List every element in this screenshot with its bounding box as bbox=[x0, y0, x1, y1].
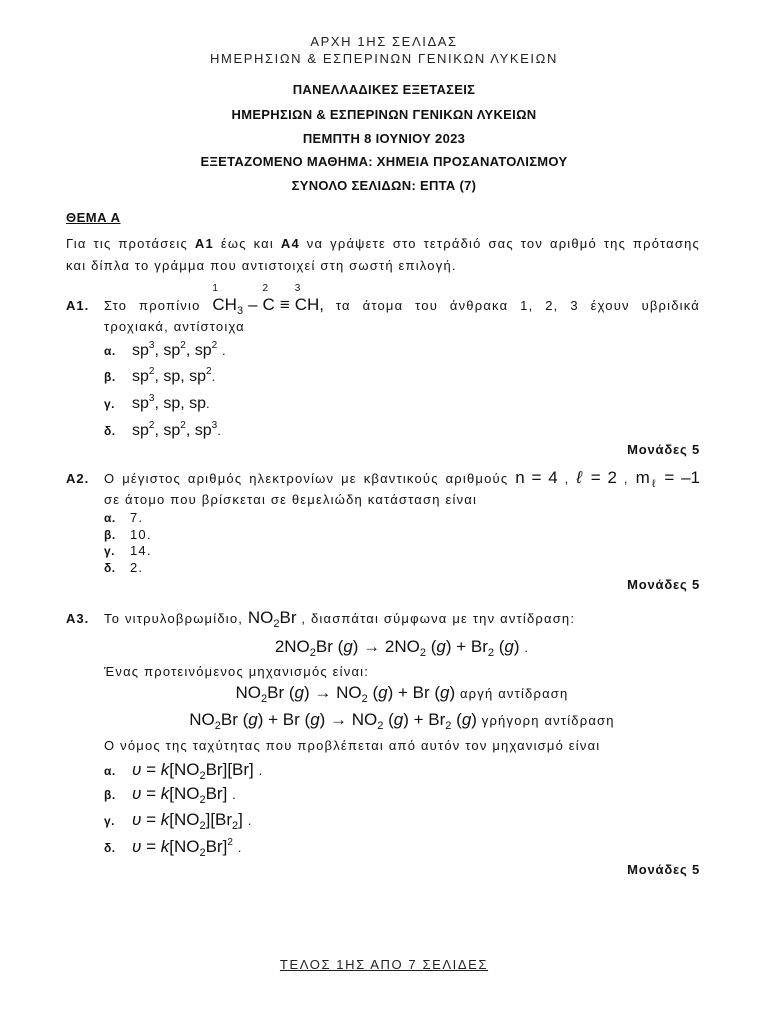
text-run: . bbox=[211, 369, 217, 384]
exam-title: ΠΑΝΕΛΛΑΔΙΚΕΣ ΕΞΕΤΑΣΕΙΣ bbox=[292, 82, 476, 97]
theme-title: ΘΕΜΑ Α bbox=[66, 210, 121, 225]
option-value: 7. bbox=[130, 510, 144, 525]
mechanism-step-fast bbox=[104, 709, 700, 732]
propyne-formula bbox=[212, 283, 325, 317]
formula-text: NO bbox=[247, 608, 274, 627]
superscript: 2 bbox=[148, 420, 155, 431]
a1-option-d bbox=[104, 421, 222, 441]
text-run: . bbox=[232, 840, 243, 855]
italic-symbol: g bbox=[310, 710, 320, 729]
superscript: 3 bbox=[211, 420, 218, 431]
a2-question-line-1 bbox=[104, 467, 700, 490]
a3-question bbox=[66, 607, 700, 630]
subscript: 2 bbox=[309, 647, 316, 659]
text-run: = bbox=[141, 760, 161, 779]
option-letter: α. bbox=[104, 764, 116, 778]
text-run: . bbox=[217, 343, 227, 358]
subscript: 2 bbox=[261, 693, 268, 705]
text-run: Br ( bbox=[267, 683, 295, 702]
text-run: γρήγορη αντίδραση bbox=[476, 713, 615, 728]
superscript: 2 bbox=[148, 366, 155, 377]
text-run: . bbox=[206, 396, 211, 411]
option-value bbox=[132, 760, 264, 782]
text-run: , διασπάται σύμφωνα με την αντίδραση: bbox=[296, 611, 576, 626]
option-value bbox=[132, 784, 237, 806]
italic-symbol: g bbox=[294, 683, 304, 702]
text-run: NO bbox=[235, 683, 262, 702]
option-letter: δ. bbox=[104, 561, 116, 575]
formula-text: n = 4 bbox=[515, 468, 558, 487]
option-letter: γ. bbox=[104, 397, 116, 411]
formula-text: = –1 bbox=[657, 468, 700, 487]
text-run: αργή αντίδραση bbox=[455, 686, 569, 701]
option-letter: α. bbox=[104, 344, 116, 358]
a1-label: Α1. bbox=[66, 298, 90, 313]
option-value bbox=[132, 342, 227, 359]
option-value bbox=[132, 422, 222, 439]
decomposition-reaction bbox=[104, 636, 700, 659]
subscript: 2 bbox=[487, 647, 494, 659]
text-run: , bbox=[616, 471, 636, 486]
option-letter: δ. bbox=[104, 841, 116, 855]
text-run: ) → NO bbox=[304, 683, 362, 702]
option-value: 2. bbox=[130, 560, 144, 575]
text-run: , sp bbox=[154, 422, 181, 439]
a3-option-d bbox=[104, 837, 243, 858]
superscript: 3 bbox=[148, 340, 155, 351]
carbon-symbol: C bbox=[262, 295, 275, 314]
italic-symbol: g bbox=[440, 683, 450, 702]
text-run: ) + Br ( bbox=[257, 710, 311, 729]
italic-symbol: g bbox=[461, 710, 472, 729]
instructions-line-2: και δίπλα το γράμμα που αντιστοιχεί στη σωστή επιλογή. bbox=[66, 258, 457, 273]
italic-symbol: υ bbox=[132, 810, 142, 829]
italic-symbol: k bbox=[160, 760, 170, 779]
instructions-line-1 bbox=[66, 235, 700, 253]
superscript: 2 bbox=[180, 340, 186, 351]
text-run: Το νιτρυλοβρωμίδιο, bbox=[104, 611, 248, 626]
a2-question-line-2: σε άτομο που βρίσκεται σε θεμελιώδη κατάσταση είναι bbox=[104, 492, 478, 507]
a1-option-a bbox=[104, 341, 227, 361]
text-run: Br ( bbox=[220, 710, 249, 729]
page-start-header: ΑΡΧΗ 1ΗΣ ΣΕΛΙΔΑΣ bbox=[310, 34, 458, 49]
a3-option-b bbox=[104, 784, 237, 805]
text-run: ) bbox=[471, 710, 477, 729]
a3-question-line-1 bbox=[104, 607, 700, 630]
option-letter: α. bbox=[104, 511, 116, 525]
single-bond: – bbox=[248, 295, 258, 314]
mechanism-intro: Ένας προτεινόμενος μηχανισμός είναι: bbox=[104, 664, 370, 679]
hydrogen-symbol: H bbox=[224, 295, 237, 314]
italic-symbol: g bbox=[436, 637, 446, 656]
option-letter: β. bbox=[104, 788, 116, 802]
text-run: ][Br bbox=[205, 810, 233, 829]
option-letter: β. bbox=[104, 370, 116, 384]
text-run: , sp, sp bbox=[154, 368, 207, 385]
italic-symbol: k bbox=[160, 837, 170, 856]
a2-marks: Μονάδες 5 bbox=[627, 577, 700, 592]
italic-symbol: g bbox=[504, 637, 514, 656]
a1-lead-text: Στο προπίνιο bbox=[104, 298, 201, 313]
schools-header: ΗΜΕΡΗΣΙΩΝ & ΕΣΠΕΡΙΝΩΝ ΓΕΝΙΚΩΝ ΛΥΚΕΙΩΝ bbox=[210, 51, 558, 66]
text-run: ) → NO bbox=[319, 710, 378, 729]
italic-symbol: υ bbox=[132, 760, 142, 779]
text-run: , sp bbox=[154, 342, 181, 359]
option-value bbox=[132, 810, 253, 832]
a1-question bbox=[66, 283, 701, 317]
text-run: . bbox=[217, 423, 222, 438]
text-run: 2NO bbox=[274, 637, 310, 656]
text-run: sp bbox=[132, 395, 149, 412]
superscript: 2 bbox=[227, 837, 233, 848]
text-run: . bbox=[242, 813, 253, 828]
text-run: να γράψετε στο τετράδιό σας τον αριθμό της πρότασης bbox=[299, 236, 700, 251]
option-letter: β. bbox=[104, 528, 116, 542]
a3-marks: Μονάδες 5 bbox=[627, 862, 700, 877]
option-value: 10. bbox=[130, 527, 152, 542]
formula-text: m bbox=[635, 468, 650, 487]
subscript: 2 bbox=[377, 720, 384, 732]
text-run: sp bbox=[132, 422, 149, 439]
a1-option-b bbox=[104, 367, 216, 387]
text-run: . bbox=[253, 763, 264, 778]
italic-symbol: g bbox=[393, 710, 404, 729]
option-value bbox=[132, 395, 211, 412]
text-run: Br] bbox=[205, 837, 228, 856]
option-letter: γ. bbox=[104, 544, 116, 558]
text-run: [NO bbox=[169, 760, 200, 779]
total-pages: ΣΥΝΟΛΟ ΣΕΛΙΔΩΝ: ΕΠΤΑ (7) bbox=[291, 178, 477, 193]
carbon-number-2: 2 bbox=[262, 283, 269, 294]
text-run: , sp bbox=[185, 422, 212, 439]
subscript: 2 bbox=[199, 847, 206, 859]
text-run: Br ( bbox=[315, 637, 344, 656]
text-run: sp bbox=[132, 368, 149, 385]
text-run: ) + Br bbox=[403, 710, 446, 729]
a2-label: Α2. bbox=[66, 471, 90, 486]
subscript: 2 bbox=[214, 720, 221, 732]
subscript: 2 bbox=[273, 618, 280, 630]
superscript: 3 bbox=[148, 393, 155, 404]
subscript: 3 bbox=[236, 305, 244, 317]
a1-option-c bbox=[104, 394, 211, 414]
text-run: ) bbox=[513, 637, 520, 656]
text-run: ) bbox=[449, 683, 456, 702]
bold-text: Α4 bbox=[280, 236, 300, 251]
exam-schools: ΗΜΕΡΗΣΙΩΝ & ΕΣΠΕΡΙΝΩΝ ΓΕΝΙΚΩΝ ΛΥΚΕΙΩΝ bbox=[231, 107, 537, 122]
carbon-atom-1 bbox=[212, 283, 225, 316]
a2-option-b bbox=[104, 527, 152, 543]
carbon-number-1: 1 bbox=[212, 283, 218, 294]
text-run: Ο μέγιστος αριθμός ηλεκτρονίων με κβαντικούς αριθμούς bbox=[104, 471, 516, 486]
a2-option-a bbox=[104, 510, 143, 526]
a1-question-line-2: τροχιακά, αντίστοιχα bbox=[104, 319, 245, 334]
text-run: ) + Br bbox=[445, 637, 488, 656]
text-run: ( bbox=[383, 710, 394, 729]
text-run: ( bbox=[451, 710, 462, 729]
italic-symbol: υ bbox=[132, 837, 142, 856]
text-run: Για τις προτάσεις bbox=[66, 236, 195, 251]
hydrogen-symbol: H, bbox=[307, 295, 325, 314]
text-run: ] bbox=[238, 810, 243, 829]
text-run: Br][Br] bbox=[205, 760, 254, 779]
text-run: [NO bbox=[169, 810, 200, 829]
subscript: 2 bbox=[199, 770, 206, 782]
exam-date: ΠΕΜΠΤΗ 8 ΙΟΥΝΙΟΥ 2023 bbox=[302, 131, 466, 146]
italic-symbol: υ bbox=[132, 784, 142, 803]
italic-symbol: g bbox=[248, 710, 258, 729]
carbon-number-3: 3 bbox=[294, 283, 301, 294]
formula-text: = 2 bbox=[583, 468, 617, 487]
option-value bbox=[132, 837, 243, 859]
italic-symbol: k bbox=[160, 784, 170, 803]
text-run: Br] bbox=[205, 784, 228, 803]
text-run: = bbox=[141, 810, 161, 829]
text-run: [NO bbox=[169, 837, 200, 856]
subscript: 2 bbox=[445, 720, 452, 732]
exam-subject: ΕΞΕΤΑΖΟΜΕΝΟ ΜΑΘΗΜΑ: ΧΗΜΕΙΑ ΠΡΟΣΑΝΑΤΟΛΙΣΜΟΥ bbox=[200, 154, 568, 169]
carbon-atom-2 bbox=[262, 283, 275, 316]
text-run: = bbox=[141, 837, 161, 856]
subscript: ℓ bbox=[649, 478, 658, 490]
text-run: , sp, sp bbox=[154, 395, 207, 412]
text-run: ( bbox=[367, 683, 379, 702]
subscript: 2 bbox=[361, 693, 368, 705]
superscript: 2 bbox=[211, 340, 218, 351]
text-run: ( bbox=[425, 637, 437, 656]
triple-bond: ≡ bbox=[279, 295, 290, 314]
superscript: 2 bbox=[180, 420, 186, 431]
a1-question-line-1 bbox=[104, 283, 701, 317]
a2-option-c bbox=[104, 543, 152, 559]
subscript: 2 bbox=[419, 647, 426, 659]
italic-symbol: ℓ bbox=[576, 468, 584, 487]
a3-option-c bbox=[104, 810, 253, 831]
text-run: [NO bbox=[169, 784, 200, 803]
text-run: , sp bbox=[185, 342, 212, 359]
superscript: 2 bbox=[206, 366, 212, 377]
option-letter: γ. bbox=[104, 814, 116, 828]
a2-question bbox=[66, 467, 700, 490]
option-letter: δ. bbox=[104, 424, 116, 438]
text-run: ) + Br ( bbox=[387, 683, 441, 702]
text-run: ( bbox=[494, 637, 505, 656]
a3-option-a bbox=[104, 760, 263, 781]
subscript: 2 bbox=[199, 794, 206, 806]
a1-tail-text: τα άτομα του άνθρακα 1, 2, 3 έχουν υβριδικά bbox=[335, 298, 701, 313]
mechanism-step-slow bbox=[104, 682, 700, 705]
text-run: NO bbox=[189, 710, 215, 729]
bold-text: Α1 bbox=[194, 236, 214, 251]
text-run: = bbox=[141, 784, 161, 803]
italic-symbol: g bbox=[343, 637, 353, 656]
page-end-footer: ΤΕΛΟΣ 1ΗΣ ΑΠΟ 7 ΣΕΛΙΔΕΣ bbox=[279, 957, 489, 972]
text-run: . bbox=[227, 787, 237, 802]
formula-text: Br bbox=[279, 608, 297, 627]
option-value: 14. bbox=[130, 543, 152, 558]
carbon-symbol: C bbox=[212, 295, 225, 314]
italic-symbol: g bbox=[378, 683, 388, 702]
a3-label: Α3. bbox=[66, 611, 90, 626]
italic-symbol: k bbox=[160, 810, 170, 829]
subscript: 2 bbox=[232, 820, 239, 832]
carbon-symbol: C bbox=[294, 295, 308, 314]
text-run: έως και bbox=[213, 236, 281, 251]
text-run: ) → 2NO bbox=[352, 637, 420, 656]
text-run: , bbox=[557, 471, 577, 486]
text-run: . bbox=[519, 640, 530, 655]
carbon-atom-3 bbox=[294, 283, 308, 316]
rate-law-intro: Ο νόμος της ταχύτητας που προβλέπεται από αυτόν τον μηχανισμό είναι bbox=[104, 738, 601, 753]
text-run: sp bbox=[132, 342, 149, 359]
a2-option-d bbox=[104, 560, 143, 576]
a1-marks: Μονάδες 5 bbox=[627, 442, 700, 457]
option-value bbox=[132, 368, 216, 385]
subscript: 2 bbox=[199, 820, 206, 832]
